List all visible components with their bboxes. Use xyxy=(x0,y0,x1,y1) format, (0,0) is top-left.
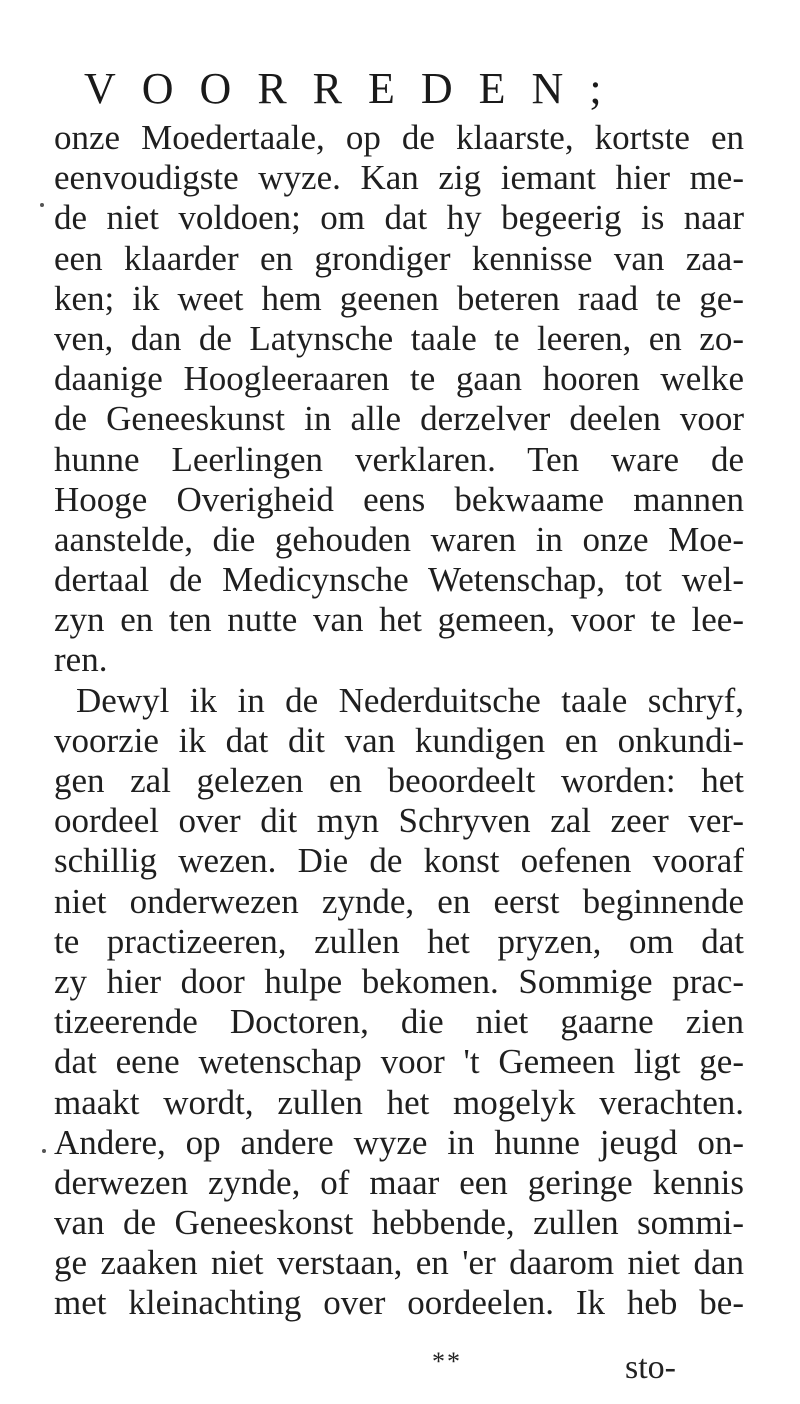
text-line: de Geneeskunst in alle derzelver deelen voor xyxy=(54,399,744,439)
signature-mark: ** xyxy=(432,1347,462,1376)
text-line: ren. xyxy=(54,640,108,680)
text-line: voorzie ik dat dit van kundigen en onkundi- xyxy=(54,720,744,760)
text-line: derwezen zynde, of maar een geringe kennis xyxy=(54,1162,744,1202)
text-line: ken; ik weet hem geenen beteren raad te ge- xyxy=(54,278,744,318)
text-line: van de Geneeskonst hebbende, zullen sommi- xyxy=(54,1203,744,1243)
margin-speck xyxy=(40,203,44,207)
page-footer xyxy=(0,1348,800,1388)
text-line: de niet voldoen; om dat hy begeerig is naar xyxy=(54,198,744,238)
text-line: zyn en ten nutte van het gemeen, voor te lee- xyxy=(54,600,744,640)
text-line: oordeel over dit myn Schryven zal zeer ver- xyxy=(54,801,744,841)
text-line: tizeerende Doctoren, die niet gaarne zien xyxy=(54,1002,744,1042)
catchword: sto- xyxy=(625,1349,676,1386)
text-line: eenvoudigste wyze. Kan zig iemant hier me- xyxy=(54,158,744,198)
text-line: dat eene wetenschap voor 't Gemeen ligt ge- xyxy=(54,1042,744,1082)
text-line: Dewyl ik in de Nederduitsche taale schryf, xyxy=(76,680,744,720)
text-line: Andere, op andere wyze in hunne jeugd on- xyxy=(54,1122,744,1162)
text-line: zy hier door hulpe bekomen. Sommige prac- xyxy=(54,961,744,1001)
text-line: dertaal de Medicynsche Wetenschap, tot wel- xyxy=(54,560,744,600)
text-line: Hooge Overigheid eens bekwaame mannen xyxy=(54,479,744,519)
text-line: ge zaaken niet verstaan, en 'er daarom niet dan xyxy=(54,1243,744,1283)
text-line: gen zal gelezen en beoordeelt worden: het xyxy=(54,761,744,800)
text-line: aanstelde, die gehouden waren in onze Moe- xyxy=(54,519,744,559)
text-line: te practizeeren, zullen het pryzen, om dat xyxy=(54,921,744,961)
body-text xyxy=(54,118,744,1324)
margin-speck xyxy=(42,1149,46,1153)
text-line: niet onderwezen zynde, en eerst beginnende xyxy=(54,881,744,921)
text-line: ven, dan de Latynsche taale te leeren, en zo- xyxy=(54,318,744,358)
text-line: schillig wezen. Die de konst oefenen vooraf xyxy=(54,841,744,881)
text-line: een klaarder en grondiger kennisse van zaa- xyxy=(54,238,744,278)
text-line: hunne Leerlingen verklaren. Ten ware de xyxy=(54,439,744,479)
text-line: met kleinachting over oordeelen. Ik heb be- xyxy=(54,1283,744,1323)
text-line: maakt wordt, zullen het mogelyk verachten. xyxy=(54,1082,744,1122)
text-line: onze Moedertaale, op de klaarste, kortste en xyxy=(54,118,744,157)
text-line: daanige Hoogleeraaren te gaan hooren welke xyxy=(54,359,744,399)
running-head: VOORREDEN; xyxy=(84,64,628,113)
